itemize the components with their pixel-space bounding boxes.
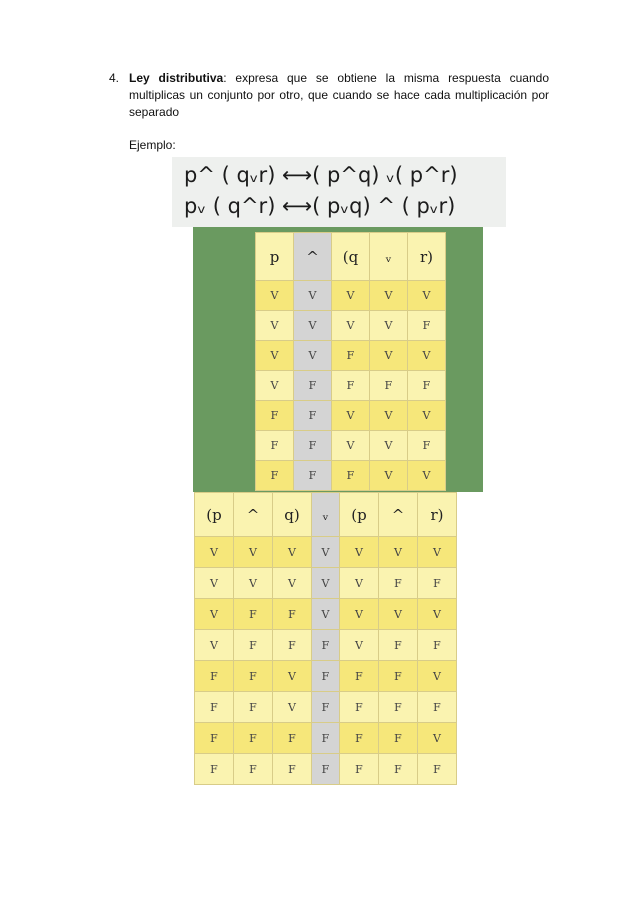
table-cell: V [370,431,408,461]
table-cell: V [340,630,379,661]
table-cell: F [332,461,370,491]
table-cell: F [340,754,379,785]
header-cell: ^ [379,493,418,537]
table-cell: F [379,568,418,599]
table-cell: V [273,568,312,599]
table-cell: V [195,537,234,568]
table-cell: F [294,371,332,401]
table-header-row [195,493,457,537]
truth-table-right-side [194,492,457,785]
table-cell: V [408,401,446,431]
table-row [195,692,457,723]
formula-line-2: pᵥ ( q^r) ⟷( pᵥq) ^ ( pᵥr) [184,194,456,218]
truth-table-left-side [255,232,446,491]
table-cell: V [312,537,340,568]
table-cell: F [418,754,457,785]
table-cell: V [273,692,312,723]
table-row [195,723,457,754]
table-cell: F [379,630,418,661]
table-cell: V [294,311,332,341]
table-cell: F [379,661,418,692]
table-cell: F [418,568,457,599]
header-cell: (p [340,493,379,537]
list-number: 4. [109,71,120,85]
table-cell: F [195,723,234,754]
table-cell: V [195,568,234,599]
table-cell: V [256,281,294,311]
paragraph-text: : expresa que se obtiene la misma respuesta cuando multiplicas un conjunto por otro, que cuando se hace cada multiplicación por separado [129,71,550,119]
table-cell: F [332,371,370,401]
table-cell: V [370,341,408,371]
example-label: Ejemplo: [129,138,176,152]
table-cell: F [370,371,408,401]
header-cell: (p [195,493,234,537]
header-cell: q) [273,493,312,537]
table-cell: F [273,599,312,630]
table-cell: F [234,599,273,630]
table-cell: V [379,599,418,630]
table-cell: V [312,568,340,599]
table-row [256,281,446,311]
table-cell: V [195,599,234,630]
table-cell: F [234,723,273,754]
table-cell: V [408,461,446,491]
table-cell: V [418,599,457,630]
table-cell: F [312,661,340,692]
distributive-law-paragraph [109,70,549,121]
table-cell: F [256,401,294,431]
paragraph-body [129,70,549,121]
table-cell: F [408,311,446,341]
header-cell: r) [408,233,446,281]
table-cell: V [418,661,457,692]
table-cell: V [256,311,294,341]
table-cell: V [418,723,457,754]
table-cell: F [312,754,340,785]
table-row [195,599,457,630]
table-cell: V [370,401,408,431]
table-row [256,371,446,401]
table-cell: F [256,431,294,461]
table-cell: V [294,341,332,371]
table-cell: F [294,461,332,491]
header-cell: ᵥ [370,233,408,281]
table-cell: V [294,281,332,311]
table-cell: F [234,630,273,661]
table-cell: V [340,537,379,568]
table-cell: F [195,661,234,692]
header-cell: ᵥ [312,493,340,537]
header-cell: ^ [294,233,332,281]
table-cell: V [332,431,370,461]
table-row [256,431,446,461]
table-cell: F [256,461,294,491]
table-cell: F [294,431,332,461]
header-cell: r) [418,493,457,537]
formula-line-1: p^ ( qᵥr) ⟷( p^q) ᵥ( p^r) [184,163,458,187]
table-cell: F [418,692,457,723]
table-cell: F [312,692,340,723]
table-cell: V [340,568,379,599]
table-row [195,630,457,661]
table-cell: F [195,754,234,785]
table-cell: V [256,371,294,401]
table-cell: V [332,281,370,311]
header-cell: (q [332,233,370,281]
table-cell: V [256,341,294,371]
table-row [256,341,446,371]
table-cell: F [408,431,446,461]
term-title: Ley distributiva [129,71,224,85]
table-row [256,461,446,491]
table-cell: F [408,371,446,401]
table-cell: F [312,630,340,661]
table-row [256,401,446,431]
table-row [195,754,457,785]
table-cell: V [273,661,312,692]
table-cell: F [418,630,457,661]
table-cell: F [332,341,370,371]
header-cell: ^ [234,493,273,537]
table-cell: V [234,568,273,599]
header-cell: p [256,233,294,281]
table-cell: F [273,754,312,785]
table-header-row [256,233,446,281]
table-cell: F [195,692,234,723]
table-cell: F [273,630,312,661]
table-cell: F [340,661,379,692]
table-cell: V [408,281,446,311]
table-row [195,661,457,692]
table-cell: V [234,537,273,568]
table-cell: V [340,599,379,630]
table-cell: V [418,537,457,568]
table-cell: V [332,401,370,431]
table-cell: F [340,723,379,754]
table-cell: F [273,723,312,754]
table-cell: F [234,661,273,692]
table-cell: V [195,630,234,661]
table-cell: V [312,599,340,630]
table-cell: V [370,311,408,341]
table-cell: F [294,401,332,431]
table-cell: V [379,537,418,568]
table-cell: V [332,311,370,341]
table-row [195,537,457,568]
table-cell: V [370,281,408,311]
table-cell: F [379,754,418,785]
table-row [195,568,457,599]
table-cell: F [379,692,418,723]
table-cell: F [234,692,273,723]
table-cell: F [340,692,379,723]
table-row [256,311,446,341]
table-cell: V [273,537,312,568]
table-cell: F [379,723,418,754]
table-cell: V [370,461,408,491]
table-cell: V [408,341,446,371]
table-cell: F [312,723,340,754]
table-cell: F [234,754,273,785]
formula-image [172,157,506,227]
